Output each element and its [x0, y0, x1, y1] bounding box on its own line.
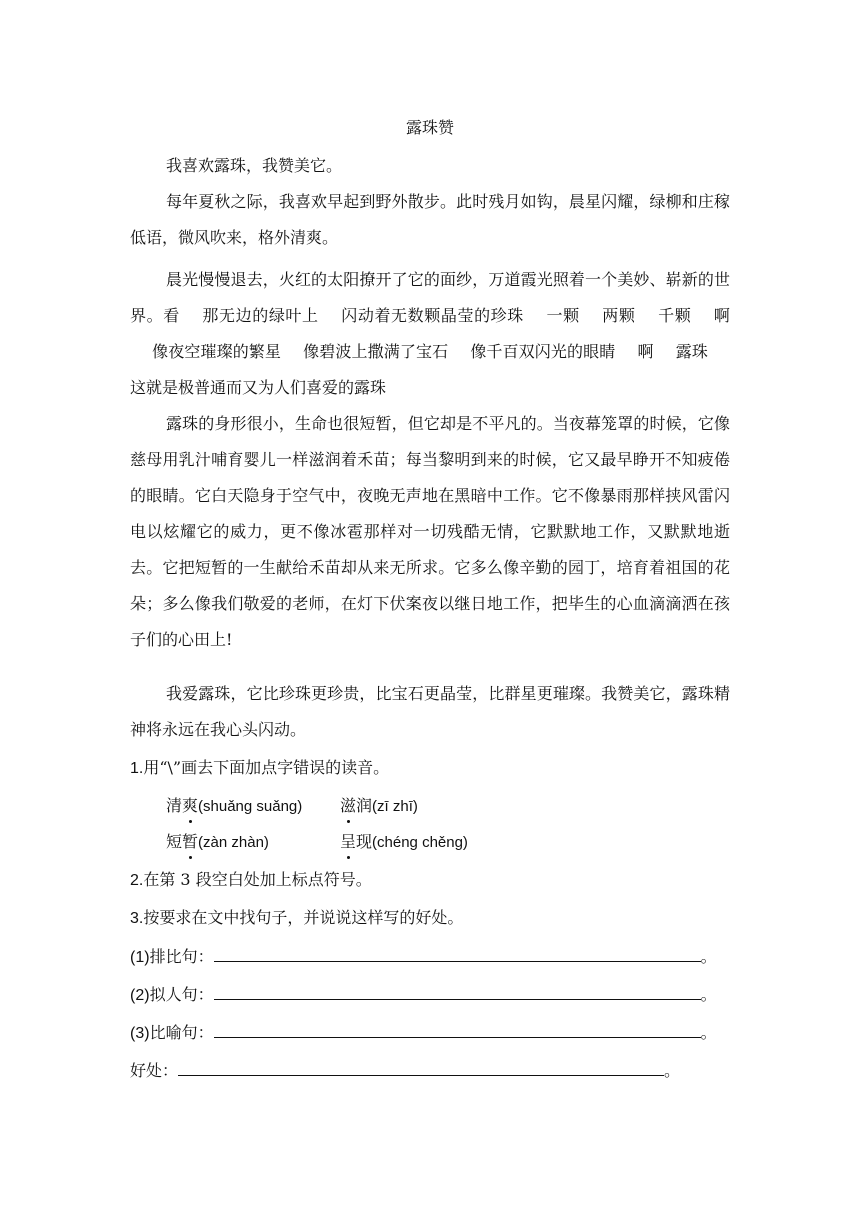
paragraph-3-lead: 晨光慢慢退去，火红的太阳撩开了它的面纱，万道霞光照着一个美妙、崭新的世界。看: [130, 270, 730, 325]
pinyin-item: [340, 794, 418, 819]
answer-line-parallelism: [130, 944, 717, 970]
sub-end: 。: [700, 947, 717, 966]
paragraph-3-part: 像碧波上撒满了宝石: [303, 342, 449, 361]
sub-label: 拟人句：: [149, 985, 214, 1004]
pinyin-options: (zàn zhàn): [198, 834, 269, 851]
question-text: 在第 3 段空白处加上标点符号。: [143, 870, 372, 889]
dotted-char: 呈: [340, 830, 356, 854]
paragraph-4: 露珠的身形很小，生命也很短暂，但它却是不平凡的。当夜幕笼罩的时候，它像慈母用乳汁哺育婴儿一样滋润着禾苗；每当黎明到来的时候，它又最早睁开不知疲倦的眼睛。它白天隐身于空气中，夜晚无声地在黑暗中工作。它不像暴雨那样挟风雷闪电以炫耀它的威力，更不像冰雹那样对一切残酷无情，它默默地工作，又默默地逝去。它把短暂的一生献给禾苗却从来无所求。它多么像辛勤的园丁，培育着祖国的花朵；多么像我们敬爱的老师，在灯下伏案夜以继日地工作，把毕生的心血滴滴洒在孩子们的心田上!: [130, 414, 730, 649]
answer-line-metaphor: [130, 1020, 717, 1046]
paragraph-3-part: 千颗: [657, 306, 692, 325]
paragraph-3-part: 那无边的绿叶上: [201, 306, 319, 325]
question-number: 3.: [130, 910, 144, 927]
answer-line-personification: [130, 982, 717, 1008]
answer-blank[interactable]: [178, 1058, 664, 1076]
paragraph-5: 我爱露珠，它比珍珠更珍贵，比宝石更晶莹，比群星更璀璨。我赞美它，露珠精神将永远在我心头闪动。: [130, 684, 730, 739]
char: 短: [166, 832, 183, 851]
answer-line-benefit: [130, 1058, 680, 1083]
sub-label: 比喻句：: [149, 1023, 214, 1042]
question-1: [130, 756, 389, 781]
question-text: 用“\”画去下面加点字错误的读音。: [143, 758, 390, 777]
benefit-end: 。: [664, 1061, 681, 1080]
sub-number: (2): [130, 987, 150, 1004]
dotted-char: 暂: [182, 830, 198, 854]
paragraph-3-part: 这就是极普通而又为人们喜爱的露珠: [130, 378, 387, 397]
paragraph-3: [130, 262, 730, 406]
sub-number: (1): [130, 949, 150, 966]
paragraph-3-part: 露珠: [675, 342, 708, 361]
answer-blank[interactable]: [214, 1020, 701, 1038]
paragraph-3-part: 闪动着无数颗晶莹的珍珠: [340, 306, 524, 325]
question-2: [130, 868, 372, 893]
char: 润: [356, 796, 373, 815]
paragraph-3-part: 一颗: [545, 306, 580, 325]
dotted-char: 滋: [340, 794, 356, 818]
pinyin-options: (shuǎng suǎng): [198, 798, 303, 815]
sub-end: 。: [700, 1023, 717, 1042]
pinyin-options: (zī zhī): [372, 798, 418, 815]
paragraph-1: 我喜欢露珠，我赞美它。: [166, 156, 343, 175]
char: 现: [356, 832, 373, 851]
answer-blank[interactable]: [214, 944, 701, 962]
sub-end: 。: [700, 985, 717, 1004]
pinyin-item: [166, 794, 302, 819]
paragraph-3-part: 像夜空璀璨的繁星: [152, 342, 282, 361]
dotted-char: 爽: [182, 794, 198, 818]
paragraph-3-part: 像千百双闪光的眼睛: [470, 342, 616, 361]
question-number: 1.: [130, 760, 144, 777]
question-3: [130, 906, 463, 931]
benefit-label: 好处：: [130, 1061, 179, 1080]
paragraph-3-part: 两颗: [601, 306, 636, 325]
char: 清: [166, 796, 183, 815]
sub-number: (3): [130, 1025, 150, 1042]
pinyin-options: (chéng chěng): [372, 834, 468, 851]
pinyin-item: [166, 830, 269, 855]
answer-blank[interactable]: [214, 982, 701, 1000]
page-title: 露珠赞: [405, 118, 454, 137]
paragraph-2: 每年夏秋之际，我喜欢早起到野外散步。此时残月如钩，晨星闪耀，绿柳和庄稼低语，微风吹来，格外清爽。: [130, 192, 730, 247]
sub-label: 排比句：: [149, 947, 214, 966]
pinyin-item: [340, 830, 468, 855]
question-number: 2.: [130, 872, 144, 889]
paragraph-3-part: 啊: [637, 342, 654, 361]
question-text: 按要求在文中找句子，并说说这样写的好处。: [143, 908, 464, 927]
paragraph-3-part: 啊: [713, 306, 730, 325]
